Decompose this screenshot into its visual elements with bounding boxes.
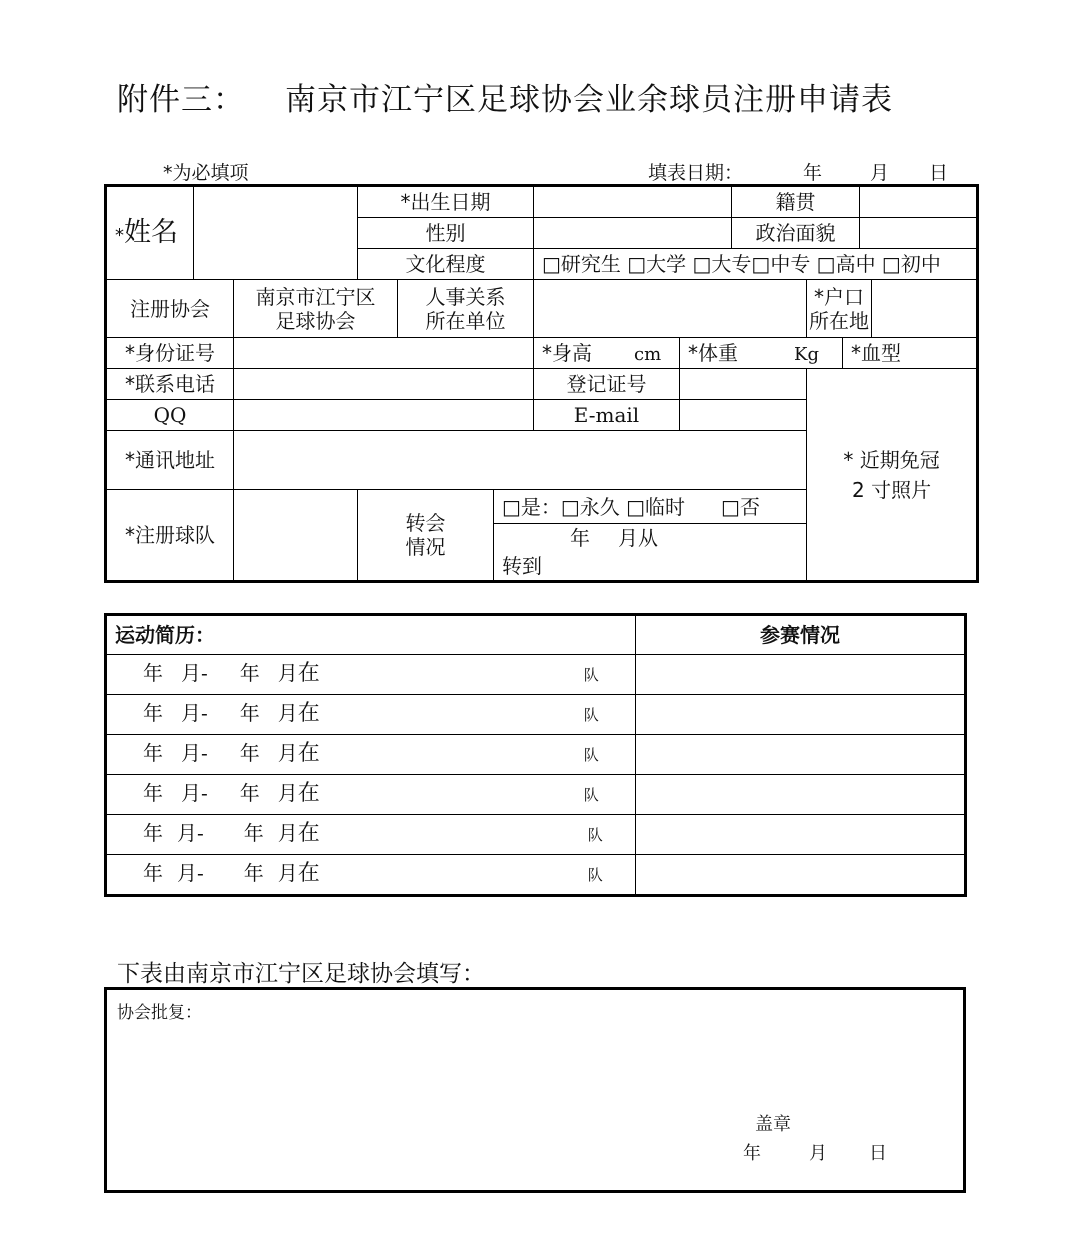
political-status-field[interactable] — [860, 218, 978, 249]
blood-type-label: *血型 — [851, 341, 902, 365]
page-title — [117, 74, 893, 119]
political-status-label: 政治面貌 — [732, 218, 860, 249]
approval-day: 日 — [869, 1143, 887, 1164]
transfer-options[interactable]: □是：□永久 □临时 □否 — [494, 490, 807, 524]
history-competition-field[interactable] — [636, 775, 966, 815]
email-label: E-mail — [534, 400, 680, 431]
native-place-label: 籍贯 — [732, 186, 860, 218]
approval-box[interactable] — [104, 987, 966, 1193]
fill-date-day: 日 — [929, 162, 949, 184]
approval-year: 年 — [743, 1143, 761, 1164]
name-label: 姓名 — [124, 216, 178, 248]
title-prefix: 附件三： — [117, 82, 245, 118]
qq-label: QQ — [106, 400, 234, 431]
weight-label: *体重 — [688, 340, 739, 365]
history-table — [104, 613, 967, 897]
qq-field[interactable] — [234, 400, 534, 431]
address-field[interactable] — [234, 431, 807, 490]
transfer-details[interactable]: 年 月从 转到 — [494, 524, 807, 582]
reg-number-field[interactable] — [680, 369, 807, 400]
fill-date-month: 月 — [870, 162, 890, 184]
approval-label: 协会批复： — [117, 1003, 202, 1023]
work-unit-field[interactable] — [534, 280, 807, 338]
approval-month: 月 — [809, 1143, 827, 1164]
history-row[interactable]: 年 月- 年 月在 队 — [106, 655, 636, 695]
title-text: 南京市江宁区足球协会业余球员注册申请表 — [285, 82, 893, 118]
competition-title: 参赛情况 — [636, 615, 966, 655]
fill-date-year: 年 — [803, 162, 823, 184]
transfer-label: 转会 情况 — [358, 490, 494, 582]
history-competition-field[interactable] — [636, 855, 966, 896]
history-row[interactable]: 年 月- 年 月在 队 — [106, 815, 636, 855]
education-label: 文化程度 — [358, 249, 534, 280]
address-label: *通讯地址 — [106, 431, 234, 490]
required-note: *为必填项 — [163, 162, 249, 184]
height-unit: cm — [634, 343, 662, 365]
history-row[interactable]: 年 月- 年 月在 队 — [106, 855, 636, 896]
work-unit-label: 人事关系 所在单位 — [398, 280, 534, 338]
fill-date-label: 填表日期： — [648, 162, 744, 184]
history-title: 运动简历： — [106, 615, 636, 655]
birth-date-label: *出生日期 — [358, 186, 534, 218]
hukou-label: *户口 所在地 — [807, 280, 872, 338]
history-competition-field[interactable] — [636, 695, 966, 735]
height-cell[interactable] — [534, 338, 680, 369]
team-field[interactable] — [234, 490, 358, 582]
name-label-cell: *姓名 — [106, 186, 194, 280]
gender-label: 性别 — [358, 218, 534, 249]
native-place-field[interactable] — [860, 186, 978, 218]
gender-field[interactable] — [534, 218, 732, 249]
name-field[interactable] — [194, 186, 358, 280]
assoc-value: 南京市江宁区 足球协会 — [234, 280, 398, 338]
team-label: *注册球队 — [106, 490, 234, 582]
history-competition-field[interactable] — [636, 735, 966, 775]
id-number-field[interactable] — [234, 338, 534, 369]
id-number-label: *身份证号 — [106, 338, 234, 369]
seal-label: 盖章 — [755, 1114, 791, 1135]
history-competition-field[interactable] — [636, 815, 966, 855]
history-row[interactable]: 年 月- 年 月在 队 — [106, 695, 636, 735]
approval-date — [743, 1139, 887, 1165]
birth-date-field[interactable] — [534, 186, 732, 218]
height-label: *身高 — [542, 340, 593, 365]
blood-type-cell[interactable] — [843, 338, 978, 369]
phone-field[interactable] — [234, 369, 534, 400]
phone-label: *联系电话 — [106, 369, 234, 400]
email-field[interactable] — [680, 400, 807, 431]
approval-heading: 下表由南京市江宁区足球协会填写： — [117, 961, 485, 987]
hukou-field[interactable] — [872, 280, 978, 338]
assoc-label: 注册协会 — [106, 280, 234, 338]
history-row[interactable]: 年 月- 年 月在 队 — [106, 735, 636, 775]
reg-number-label: 登记证号 — [534, 369, 680, 400]
weight-unit: Kg — [794, 343, 819, 365]
history-competition-field[interactable] — [636, 655, 966, 695]
history-row[interactable]: 年 月- 年 月在 队 — [106, 775, 636, 815]
weight-cell[interactable] — [680, 338, 843, 369]
photo-box: * 近期免冠 2 寸照片 — [807, 369, 978, 582]
education-checkboxes[interactable]: □研究生 □大学 □大专□中专 □高中 □初中 — [534, 249, 978, 280]
registration-table — [104, 184, 979, 583]
